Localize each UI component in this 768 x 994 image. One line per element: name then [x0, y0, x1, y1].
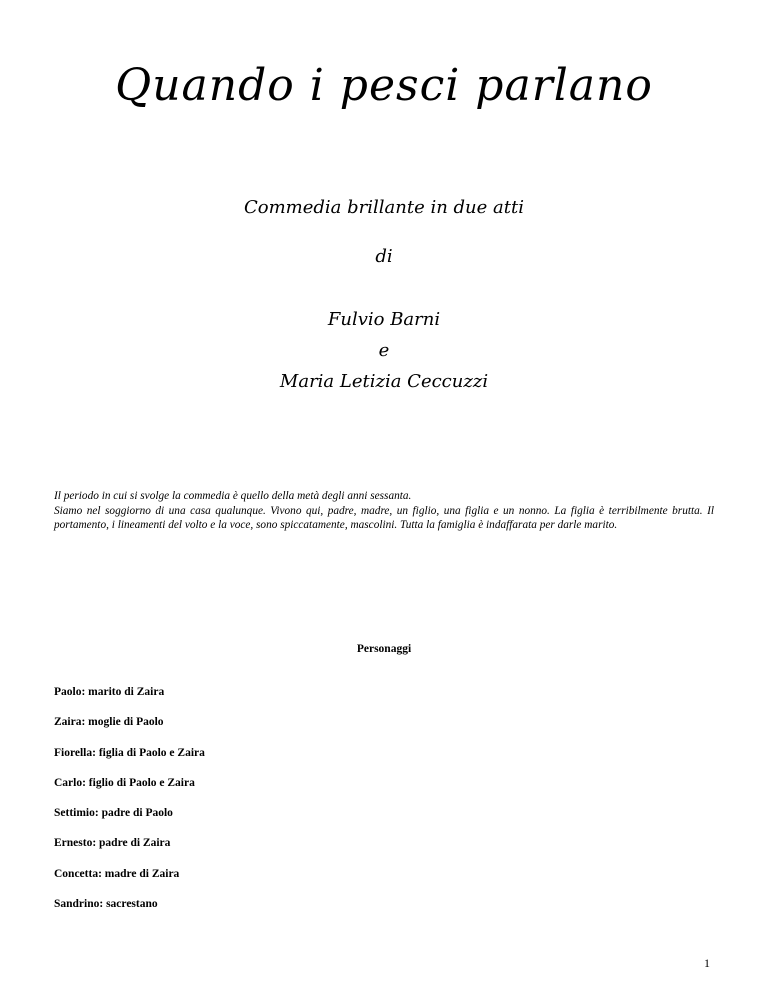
character-item: Settimio: padre di Paolo [54, 807, 173, 820]
document-title: Quando i pesci parlano [115, 60, 653, 111]
intro-text [54, 489, 714, 533]
author-2: Maria Letizia Ceccuzzi [279, 371, 489, 392]
characters-heading: Personaggi [356, 643, 412, 655]
author-conjunction: e [378, 340, 390, 361]
author-1: Fulvio Barni [327, 309, 441, 330]
character-item: Fiorella: figlia di Paolo e Zaira [54, 746, 205, 759]
subtitle: Commedia brillante in due atti [244, 197, 524, 218]
characters-list [54, 685, 205, 927]
character-item: Ernesto: padre di Zaira [54, 837, 171, 850]
intro-paragraph: Siamo nel soggiorno di una casa qualunque. Vivono qui, padre, madre, un figlio, una figlia e un nonno. La figlia è terribilmente brutta. Il portamento, i lineamenti del volto e la voce, sono spiccatamente, mascolini. Tutta la famiglia è indaffarata per darle marito. [54, 504, 714, 531]
intro-paragraph: Il periodo in cui si svolge la commedia è quello della metà degli anni sessanta. [54, 490, 412, 502]
byline: di [375, 246, 393, 267]
character-item: Concetta: madre di Zaira [54, 867, 180, 880]
page-number: 1 [704, 956, 710, 970]
character-item: Paolo: marito di Zaira [54, 686, 165, 698]
character-item: Zaira: moglie di Paolo [54, 716, 164, 729]
character-item: Sandrino: sacrestano [54, 898, 158, 911]
character-item: Carlo: figlio di Paolo e Zaira [54, 776, 195, 789]
